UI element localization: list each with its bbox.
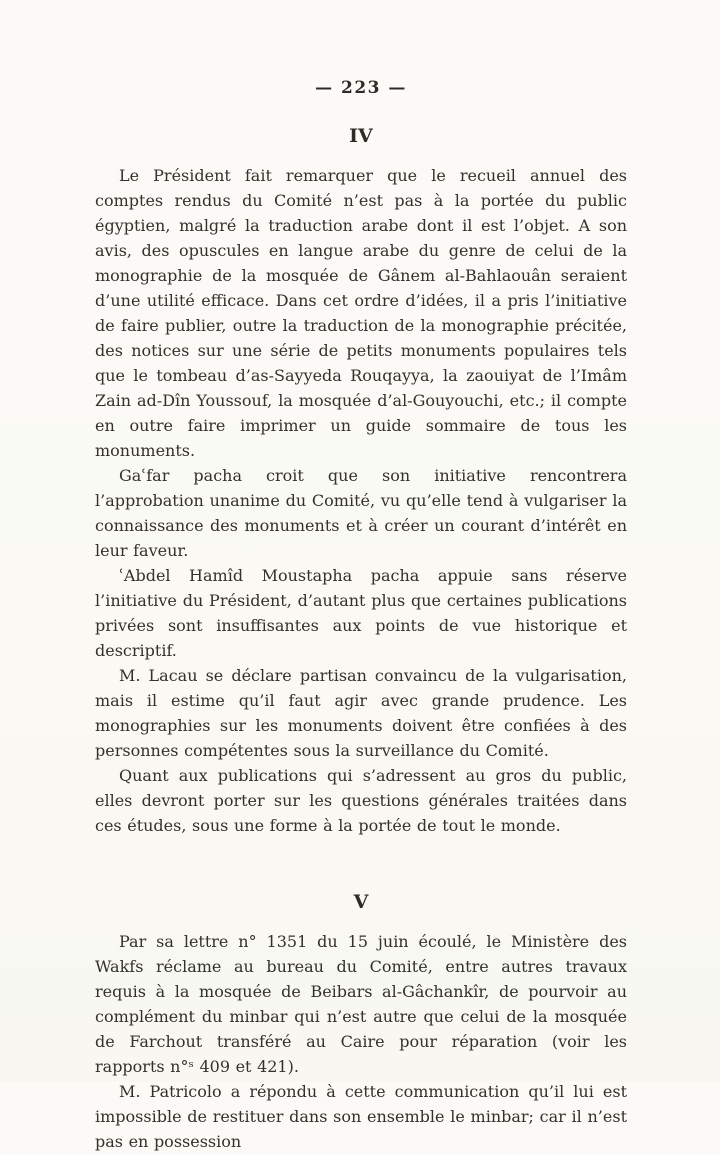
paragraph: Quant aux publications qui s’adressent au gros du public, elles devront porter sur les questions générales traitées dans ces études, sous une forme à la portée de tout le monde. [95,766,627,835]
paragraph: ʿAbdel Hamîd Moustapha pacha appuie sans réserve l’initiative du Président, d’autant plus que certaines publications privées sont insuffisantes aux points de vue historique et descriptif. [95,566,627,660]
section-iv-body [95,163,627,838]
section-v-body [95,929,627,1154]
section-iv-heading: IV [349,125,373,147]
section-v [95,890,627,1154]
section-v-heading: V [353,891,369,913]
paragraph: Le Président fait remarquer que le recueil annuel des comptes rendus du Comité n’est pas à la portée du public égyptien, malgré la traduction arabe dont il est l’objet. A son avis, des opuscules en langue arabe du genre de celui de la monographie de la mosquée de Gânem al-Bahlaouân seraient d’une utilité efficace. Dans cet ordre d’idées, il a pris l’initiative de faire publier, outre la traduction de la monographie précitée, des notices sur une série de petits monuments populaires tels que le tombeau d’as-Sayyeda Rouqayya, la zaouiyat de l’Imâm Zain ad-Dîn Youssouf, la mosquée d’al-Gouyouchi, etc.; il compte en outre faire imprimer un guide sommaire de tous les monuments. [95,166,627,460]
paragraph: Par sa lettre n° 1351 du 15 juin écoulé, le Ministère des Wakfs réclame au bureau du Comité, entre autres travaux requis à la mosquée de Beibars al-Gâchankîr, de pourvoir au complément du minbar qui n’est autre que celui de la mosquée de Farchout transféré au Caire pour réparation (voir les rapports n°ˢ 409 et 421). [95,932,627,1076]
page-number: — 223 — [315,78,407,98]
paragraph: M. Patricolo a répondu à cette communication qu’il lui est impossible de restituer dans son ensemble le minbar; car il n’est pas en possession [95,1082,627,1151]
paragraph: Gaʿfar pacha croit que son initiative rencontrera l’approbation unanime du Comité, vu qu’elle tend à vulgariser la connaissance des monuments et à créer un courant d’intérêt en leur faveur. [95,466,627,560]
paragraph: M. Lacau se déclare partisan convaincu de la vulgarisation, mais il estime qu’il faut agir avec grande prudence. Les monographies sur les monuments doivent être confiées à des personnes compétentes sous la surveillance du Comité. [95,666,627,760]
section-iv [95,124,627,838]
